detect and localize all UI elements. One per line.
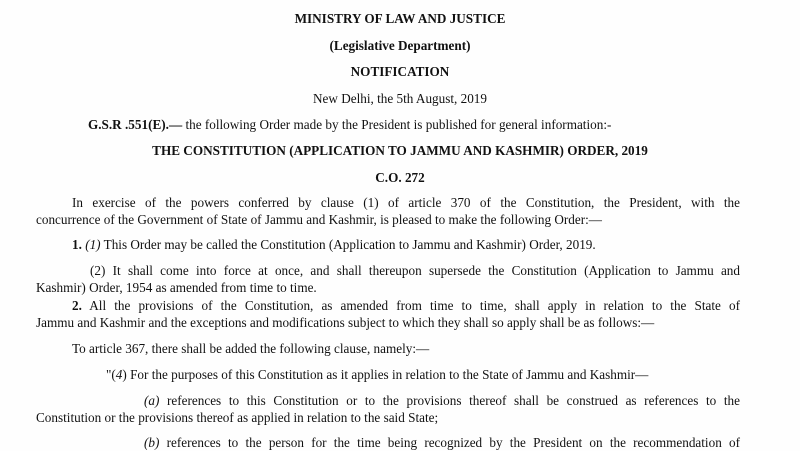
clause-a-line-1: references to this Constitution or to the provisions thereof shall be construed as references to the bbox=[159, 393, 740, 408]
para-1-text: This Order may be called the Constitution (Application to Jammu and Kashmir) Order, 2019. bbox=[100, 237, 596, 252]
clause-a-label: (a) bbox=[144, 393, 160, 408]
clause-b-label: (b) bbox=[144, 435, 160, 450]
para-2-number: 2. bbox=[72, 298, 82, 313]
para-1-sub: (1) bbox=[85, 237, 101, 252]
ministry-heading: MINISTRY OF LAW AND JUSTICE bbox=[294, 11, 506, 26]
clause-4-sub: 4 bbox=[115, 367, 123, 382]
para-1-2-line-1: (2) It shall come into force at once, and shall thereupon supersede the Constitution (Application to Jammu and bbox=[90, 263, 740, 278]
clause-4 bbox=[106, 366, 648, 383]
department-heading: (Legislative Department) bbox=[329, 38, 471, 53]
para-2-line-1: All the provisions of the Constitution, as amended from time to time, shall apply in relation to the State of bbox=[81, 298, 740, 313]
para-1 bbox=[72, 236, 596, 253]
clause-a-line-2: Constitution or the provisions thereof as applied in relation to the said State; bbox=[36, 410, 439, 425]
clause-b-line-1: references to the person for the time being recognized by the President on the recommendation of bbox=[159, 435, 740, 450]
para-1-number: 1. bbox=[72, 237, 82, 252]
gsr-line bbox=[88, 116, 611, 133]
para-2-line-1-wrap bbox=[36, 297, 740, 314]
preamble-paragraph bbox=[36, 194, 740, 228]
notification-heading: NOTIFICATION bbox=[350, 64, 450, 79]
order-title: THE CONSTITUTION (APPLICATION TO JAMMU AND KASHMIR) ORDER, 2019 bbox=[152, 143, 648, 158]
preamble-line-1: In exercise of the powers conferred by clause (1) of article 370 of the Constitution, the President, with the bbox=[72, 195, 740, 210]
para-2-paragraph bbox=[36, 297, 740, 331]
article-367-line: To article 367, there shall be added the following clause, namely:— bbox=[72, 341, 430, 356]
para-1-2-line-2: Kashmir) Order, 1954 as amended from time to time. bbox=[36, 280, 317, 295]
para-2-line-2: Jammu and Kashmir and the exceptions and modifications subject to which they shall so apply shall be as follows:— bbox=[36, 315, 655, 330]
clause-a-line-1-wrap bbox=[36, 392, 740, 409]
gsr-ref: G.S.R .551(E).— bbox=[88, 117, 183, 132]
para-1-2-paragraph bbox=[36, 262, 740, 296]
clause-a-paragraph bbox=[36, 392, 740, 426]
clause-b-paragraph bbox=[36, 434, 740, 451]
clause-4-text: For the purposes of this Constitution as it applies in relation to the State of Jammu and Kashmir— bbox=[126, 367, 649, 382]
order-number: C.O. 272 bbox=[375, 170, 425, 185]
clause-b-line-1-wrap bbox=[36, 434, 740, 451]
preamble-line-2: concurrence of the Government of State of Jammu and Kashmir, is pleased to make the following Order:— bbox=[36, 212, 602, 227]
gsr-text: the following Order made by the President is published for general information:- bbox=[182, 117, 612, 132]
place-date: New Delhi, the 5th August, 2019 bbox=[313, 91, 487, 106]
clause-4-open: "( bbox=[106, 367, 116, 382]
clause-4-close: ) bbox=[122, 367, 127, 382]
